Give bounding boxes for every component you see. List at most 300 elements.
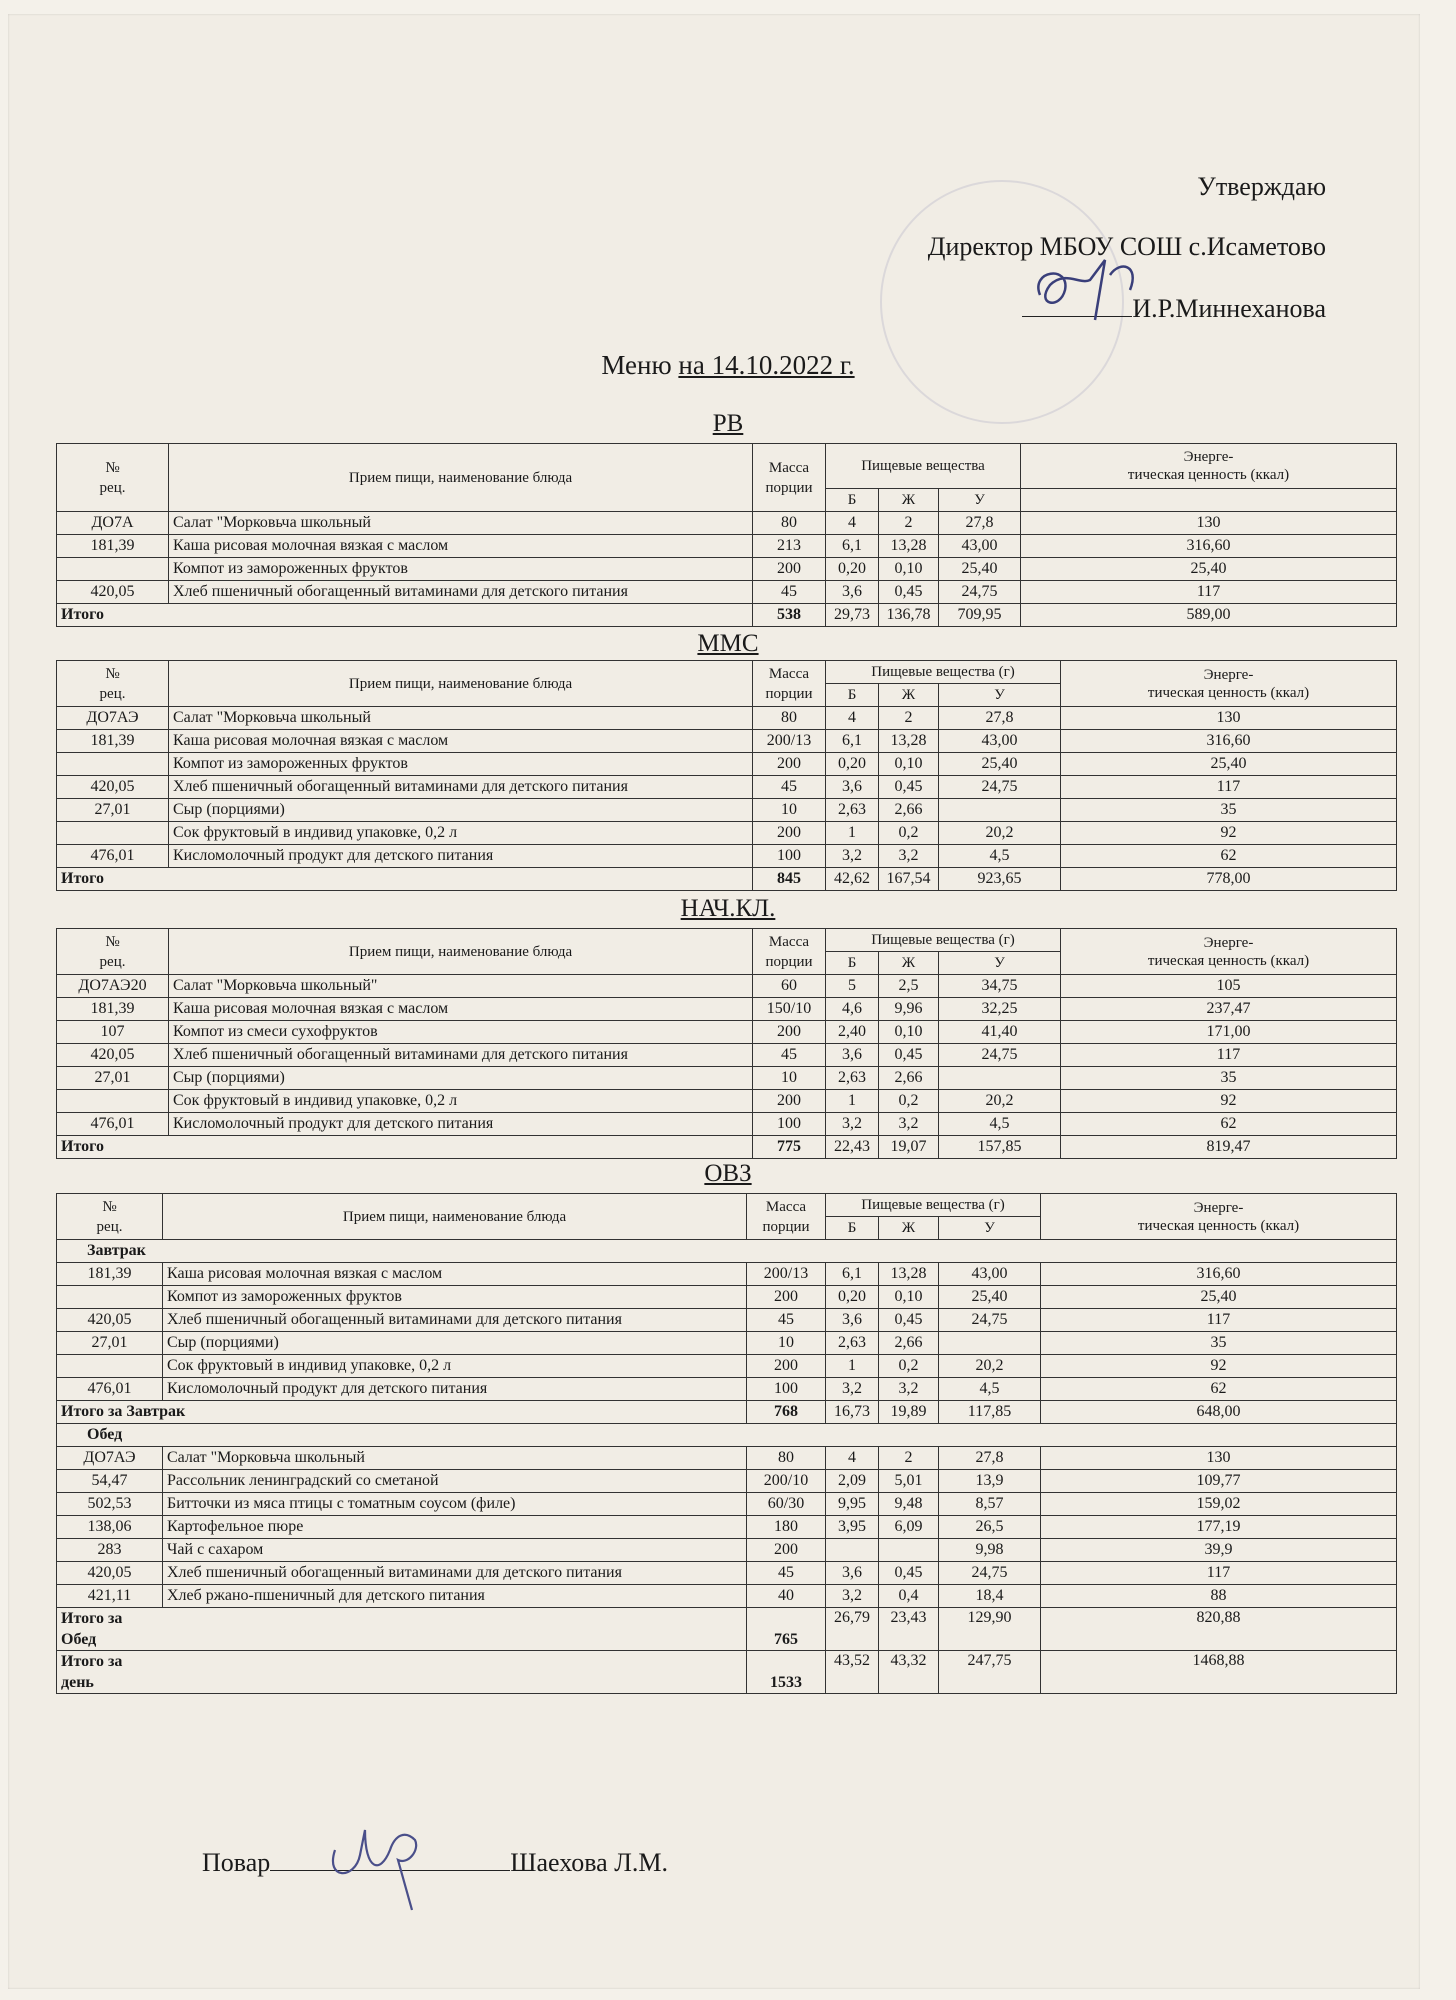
cell-b: 4 — [826, 512, 879, 535]
cell-dish: Компот из смеси сухофруктов — [169, 1021, 753, 1044]
cell-zh: 2,66 — [879, 799, 939, 822]
cell-b: 0,20 — [826, 558, 879, 581]
cell-energy: 237,47 — [1061, 998, 1397, 1021]
cell-energy: 159,02 — [1041, 1493, 1397, 1516]
cell-dish: Битточки из мяса птицы с томатным соусом (филе) — [163, 1493, 747, 1516]
col-energy-header: Энерге- тическая ценность (ккал) — [1061, 661, 1397, 707]
cell-rec: ДО7А — [57, 512, 169, 535]
table-row — [57, 1067, 1397, 1090]
section-title-mms: ММС — [697, 630, 759, 657]
cell-dish: Картофельное пюре — [163, 1516, 747, 1539]
col-u-header: У — [939, 952, 1061, 975]
table-row — [57, 822, 1397, 845]
cell-energy: 35 — [1061, 1067, 1397, 1090]
cell-b: 1 — [826, 1090, 879, 1113]
col-mass-header: Масса порции — [747, 1194, 826, 1240]
table-row — [57, 799, 1397, 822]
section-title-rv: РВ — [712, 410, 744, 437]
cell-rec — [57, 1355, 163, 1378]
table-row — [57, 1021, 1397, 1044]
cell-rec: 27,01 — [57, 1332, 163, 1355]
cell-dish: Кисломолочный продукт для детского питания — [163, 1378, 747, 1401]
cell-u: 43,00 — [939, 730, 1061, 753]
cell-dish: Компот из замороженных фруктов — [169, 558, 753, 581]
cell-energy: 316,60 — [1061, 730, 1397, 753]
cell-u: 4,5 — [939, 845, 1061, 868]
cell-energy: 35 — [1061, 799, 1397, 822]
cell-rec — [57, 753, 169, 776]
table-row — [57, 1493, 1397, 1516]
table-row — [57, 1309, 1397, 1332]
cell-mass: 213 — [753, 535, 826, 558]
cell-dish: Каша рисовая молочная вязкая с маслом — [163, 1263, 747, 1286]
title-date: на 14.10.2022 г. — [678, 350, 855, 380]
cell-u: 25,40 — [939, 1286, 1041, 1309]
cell-dish: Салат "Морковьча школьный — [169, 707, 753, 730]
table-row — [57, 1090, 1397, 1113]
cell-u: 24,75 — [939, 581, 1021, 604]
table-row — [57, 1470, 1397, 1493]
col-rec-header: № рец. — [57, 1194, 163, 1240]
cell-rec: 420,05 — [57, 581, 169, 604]
cell-dish: Кисломолочный продукт для детского питания — [169, 1113, 753, 1136]
table-row — [57, 998, 1397, 1021]
col-b-header: Б — [826, 952, 879, 975]
col-dish-header: Прием пищи, наименование блюда — [163, 1194, 747, 1240]
cell-u: 20,2 — [939, 1355, 1041, 1378]
cell-rec: 181,39 — [57, 535, 169, 558]
col-dish-header: Прием пищи, наименование блюда — [169, 929, 753, 975]
cell-zh: 0,45 — [879, 1562, 939, 1585]
cell-u: 27,8 — [939, 512, 1021, 535]
cell-mass: 80 — [753, 707, 826, 730]
col-zh-header: Ж — [879, 1217, 939, 1240]
cell-zh: 5,01 — [879, 1470, 939, 1493]
cell-energy: 177,19 — [1041, 1516, 1397, 1539]
cell-b: 0,20 — [826, 753, 879, 776]
cell-u: 20,2 — [939, 1090, 1061, 1113]
col-dish-header: Прием пищи, наименование блюда — [169, 444, 753, 512]
col-nutrients-header: Пищевые вещества (г) — [826, 661, 1061, 684]
cell-zh: 2 — [879, 512, 939, 535]
cell-mass: 45 — [753, 581, 826, 604]
cell-energy: 130 — [1041, 1447, 1397, 1470]
cell-energy: 316,60 — [1021, 535, 1397, 558]
cell-dish: Кисломолочный продукт для детского питания — [169, 845, 753, 868]
cell-mass: 180 — [747, 1516, 826, 1539]
col-zh-header: Ж — [879, 684, 939, 707]
cell-zh: 0,10 — [879, 1021, 939, 1044]
cell-mass: 45 — [747, 1562, 826, 1585]
col-u-header: У — [939, 1217, 1041, 1240]
cell-dish: Хлеб пшеничный обогащенный витаминами для детского питания — [169, 581, 753, 604]
table-row — [57, 1355, 1397, 1378]
table-row — [57, 1516, 1397, 1539]
cell-u — [939, 799, 1061, 822]
cell-dish: Каша рисовая молочная вязкая с маслом — [169, 535, 753, 558]
cell-zh: 13,28 — [879, 1263, 939, 1286]
cell-u: 24,75 — [939, 1044, 1061, 1067]
cell-u: 20,2 — [939, 822, 1061, 845]
col-rec-header: № рец. — [57, 929, 169, 975]
cell-b: 1 — [826, 822, 879, 845]
cell-mass: 45 — [747, 1309, 826, 1332]
cell-u: 26,5 — [939, 1516, 1041, 1539]
col-nutrients-header: Пищевые вещества (г) — [826, 1194, 1041, 1217]
cell-b: 2,63 — [826, 1332, 879, 1355]
cell-mass: 80 — [747, 1447, 826, 1470]
cell-mass: 200 — [747, 1539, 826, 1562]
col-mass-header: Масса порции — [753, 444, 826, 512]
cell-dish: Компот из замороженных фруктов — [163, 1286, 747, 1309]
cell-energy: 105 — [1061, 975, 1397, 998]
cell-zh: 13,28 — [879, 730, 939, 753]
table-row-total: Итого 845 42,62 167,54 923,65 778,00 — [57, 868, 1397, 891]
cell-u: 24,75 — [939, 1562, 1041, 1585]
cell-rec: 476,01 — [57, 1113, 169, 1136]
cell-b: 6,1 — [826, 1263, 879, 1286]
cell-b: 5 — [826, 975, 879, 998]
cell-rec: 283 — [57, 1539, 163, 1562]
col-dish-header: Прием пищи, наименование блюда — [169, 661, 753, 707]
cell-zh: 0,2 — [879, 1355, 939, 1378]
table-row — [57, 535, 1397, 558]
cell-energy: 62 — [1061, 845, 1397, 868]
table-row — [57, 730, 1397, 753]
cell-dish: Рассольник ленинградский со сметаной — [163, 1470, 747, 1493]
cell-rec: 181,39 — [57, 1263, 163, 1286]
cell-rec: 420,05 — [57, 1044, 169, 1067]
cell-u: 24,75 — [939, 776, 1061, 799]
cell-mass: 45 — [753, 776, 826, 799]
cell-mass: 100 — [753, 1113, 826, 1136]
cell-zh: 0,45 — [879, 581, 939, 604]
section-title-nachkl: НАЧ.КЛ. — [680, 895, 776, 922]
cell-mass: 60 — [753, 975, 826, 998]
cell-u — [939, 1332, 1041, 1355]
approve-label: Утверждаю — [1197, 172, 1326, 201]
cell-energy: 39,9 — [1041, 1539, 1397, 1562]
section-title-ovz: ОВЗ — [704, 1160, 752, 1187]
meal-label-lunch: Обед — [57, 1424, 1397, 1447]
table-row-day-total: Итого за день 1533 43,52 43,32 247,75 1468,88 — [57, 1651, 1397, 1694]
col-zh-header: Ж — [879, 952, 939, 975]
table-row — [57, 1286, 1397, 1309]
cell-dish: Каша рисовая молочная вязкая с маслом — [169, 730, 753, 753]
cell-energy: 92 — [1061, 822, 1397, 845]
cell-dish: Хлеб пшеничный обогащенный витаминами для детского питания — [163, 1562, 747, 1585]
cell-u: 4,5 — [939, 1378, 1041, 1401]
cell-b: 3,6 — [826, 1562, 879, 1585]
cell-zh: 13,28 — [879, 535, 939, 558]
cell-zh: 0,10 — [879, 558, 939, 581]
cook-label: Повар — [202, 1848, 271, 1877]
cell-energy: 109,77 — [1041, 1470, 1397, 1493]
cell-dish: Сок фруктовый в индивид упаковке, 0,2 л — [169, 1090, 753, 1113]
cell-u: 43,00 — [939, 1263, 1041, 1286]
table-row — [57, 776, 1397, 799]
title-prefix: Меню — [601, 350, 679, 380]
cell-rec: 502,53 — [57, 1493, 163, 1516]
cell-zh: 2,66 — [879, 1067, 939, 1090]
table-mms — [56, 660, 1397, 891]
cell-b: 3,6 — [826, 1309, 879, 1332]
cell-dish: Чай с сахаром — [163, 1539, 747, 1562]
cell-u: 43,00 — [939, 535, 1021, 558]
col-b-header: Б — [826, 1217, 879, 1240]
cell-rec: 27,01 — [57, 799, 169, 822]
cell-zh: 6,09 — [879, 1516, 939, 1539]
col-rec-header: № рец. — [57, 661, 169, 707]
cell-b — [826, 1539, 879, 1562]
cell-rec: ДО7АЭ20 — [57, 975, 169, 998]
cell-zh: 2 — [879, 707, 939, 730]
cell-b: 3,2 — [826, 845, 879, 868]
cell-rec — [57, 822, 169, 845]
table-ovz — [56, 1193, 1397, 1694]
cell-energy: 88 — [1041, 1585, 1397, 1608]
cook-name: Шаехова Л.М. — [510, 1848, 668, 1877]
cell-u: 13,9 — [939, 1470, 1041, 1493]
cell-mass: 200 — [753, 753, 826, 776]
cell-energy: 25,40 — [1061, 753, 1397, 776]
table-row-total: Итого 538 29,73 136,78 709,95 589,00 — [57, 604, 1397, 627]
cell-zh: 0,2 — [879, 822, 939, 845]
cell-u: 8,57 — [939, 1493, 1041, 1516]
cell-u: 9,98 — [939, 1539, 1041, 1562]
cell-rec: ДО7АЭ — [57, 707, 169, 730]
col-b-header: Б — [826, 684, 879, 707]
cook-signature-icon — [320, 1810, 460, 1920]
cell-b: 6,1 — [826, 535, 879, 558]
cell-energy: 25,40 — [1041, 1286, 1397, 1309]
cell-zh: 0,10 — [879, 1286, 939, 1309]
cell-rec: 181,39 — [57, 730, 169, 753]
cell-zh: 0,10 — [879, 753, 939, 776]
table-row-total: Итого за Завтрак 768 16,73 19,89 117,85 648,00 — [57, 1401, 1397, 1424]
cell-energy: 35 — [1041, 1332, 1397, 1355]
cell-zh: 2,66 — [879, 1332, 939, 1355]
cell-mass: 60/30 — [747, 1493, 826, 1516]
table-row-lunch-total: Итого за Обед 765 26,79 23,43 129,90 820,88 — [57, 1608, 1397, 1651]
cell-mass: 200 — [753, 558, 826, 581]
col-mass-header: Масса порции — [753, 929, 826, 975]
table-row — [57, 1113, 1397, 1136]
cell-zh — [879, 1539, 939, 1562]
cell-b: 3,6 — [826, 581, 879, 604]
cell-zh: 9,48 — [879, 1493, 939, 1516]
cell-dish: Сок фруктовый в индивид упаковке, 0,2 л — [163, 1355, 747, 1378]
cell-rec: 138,06 — [57, 1516, 163, 1539]
director-signature-icon — [1020, 250, 1180, 330]
table-row — [57, 512, 1397, 535]
cell-dish: Салат "Морковьча школьный" — [169, 975, 753, 998]
cell-zh: 9,96 — [879, 998, 939, 1021]
cell-b: 2,40 — [826, 1021, 879, 1044]
cell-dish: Салат "Морковьча школьный — [169, 512, 753, 535]
col-nutrients-header: Пищевые вещества — [826, 444, 1021, 489]
cell-u: 41,40 — [939, 1021, 1061, 1044]
cell-b: 3,2 — [826, 1378, 879, 1401]
cell-u: 25,40 — [939, 753, 1061, 776]
cell-dish: Салат "Морковьча школьный — [163, 1447, 747, 1470]
table-row — [57, 558, 1397, 581]
col-u-header: У — [939, 489, 1021, 512]
cell-mass: 100 — [747, 1378, 826, 1401]
cell-b: 4 — [826, 1447, 879, 1470]
cell-zh: 0,45 — [879, 1309, 939, 1332]
table-row — [57, 1332, 1397, 1355]
cell-zh: 0,45 — [879, 1044, 939, 1067]
table-row — [57, 1562, 1397, 1585]
cell-dish: Хлеб пшеничный обогащенный витаминами для детского питания — [169, 1044, 753, 1067]
cell-u: 32,25 — [939, 998, 1061, 1021]
cell-dish: Компот из замороженных фруктов — [169, 753, 753, 776]
cell-b: 3,2 — [826, 1113, 879, 1136]
col-u-header: У — [939, 684, 1061, 707]
cell-rec: 107 — [57, 1021, 169, 1044]
cell-rec: 420,05 — [57, 1309, 163, 1332]
cell-zh: 0,45 — [879, 776, 939, 799]
table-rv — [56, 443, 1397, 627]
cell-dish: Сыр (порциями) — [163, 1332, 747, 1355]
table-row — [57, 1044, 1397, 1067]
cell-zh: 3,2 — [879, 1378, 939, 1401]
cell-u — [939, 1067, 1061, 1090]
cell-energy: 117 — [1041, 1309, 1397, 1332]
cell-b: 9,95 — [826, 1493, 879, 1516]
cell-rec: 54,47 — [57, 1470, 163, 1493]
cell-dish: Сыр (порциями) — [169, 799, 753, 822]
cell-mass: 10 — [753, 799, 826, 822]
cell-zh: 0,4 — [879, 1585, 939, 1608]
cell-energy: 62 — [1041, 1378, 1397, 1401]
col-energy-header: Энерге- тическая ценность (ккал) — [1041, 1194, 1397, 1240]
page-title — [0, 350, 1456, 381]
col-mass-header: Масса порции — [753, 661, 826, 707]
cell-dish: Сыр (порциями) — [169, 1067, 753, 1090]
director-title: Директор МБОУ СОШ с.Исаметово — [927, 232, 1326, 261]
cell-rec — [57, 1090, 169, 1113]
cell-energy: 117 — [1061, 776, 1397, 799]
cell-mass: 150/10 — [753, 998, 826, 1021]
meal-label-breakfast: Завтрак — [57, 1240, 1397, 1263]
cell-energy: 62 — [1061, 1113, 1397, 1136]
col-energy-header: Энерге- тическая ценность (ккал) — [1061, 929, 1397, 975]
table-row — [57, 1378, 1397, 1401]
table-row — [57, 1539, 1397, 1562]
cell-rec: 476,01 — [57, 1378, 163, 1401]
cell-mass: 45 — [753, 1044, 826, 1067]
cell-mass: 200/13 — [753, 730, 826, 753]
cell-energy: 92 — [1061, 1090, 1397, 1113]
cell-dish: Каша рисовая молочная вязкая с маслом — [169, 998, 753, 1021]
cell-b: 2,09 — [826, 1470, 879, 1493]
cell-b: 3,6 — [826, 776, 879, 799]
table-row — [57, 707, 1397, 730]
table-row-total: Итого 775 22,43 19,07 157,85 819,47 — [57, 1136, 1397, 1159]
cell-zh: 3,2 — [879, 1113, 939, 1136]
table-row — [57, 845, 1397, 868]
cell-dish: Хлеб пшеничный обогащенный витаминами для детского питания — [163, 1309, 747, 1332]
cell-u: 27,8 — [939, 1447, 1041, 1470]
cell-u: 34,75 — [939, 975, 1061, 998]
cell-mass: 200 — [753, 1090, 826, 1113]
cell-energy: 171,00 — [1061, 1021, 1397, 1044]
cell-zh: 2 — [879, 1447, 939, 1470]
table-row — [57, 581, 1397, 604]
table-row — [57, 975, 1397, 998]
cell-zh: 3,2 — [879, 845, 939, 868]
cell-energy: 130 — [1061, 707, 1397, 730]
cell-mass: 10 — [753, 1067, 826, 1090]
cell-b: 2,63 — [826, 799, 879, 822]
cell-rec: 181,39 — [57, 998, 169, 1021]
cell-energy: 92 — [1041, 1355, 1397, 1378]
cell-b: 0,20 — [826, 1286, 879, 1309]
cell-mass: 200 — [753, 1021, 826, 1044]
cell-dish: Хлеб ржано-пшеничный для детского питания — [163, 1585, 747, 1608]
cell-dish: Хлеб пшеничный обогащенный витаминами для детского питания — [169, 776, 753, 799]
cell-b: 4 — [826, 707, 879, 730]
cell-mass: 100 — [753, 845, 826, 868]
col-nutrients-header: Пищевые вещества (г) — [826, 929, 1061, 952]
cell-mass: 40 — [747, 1585, 826, 1608]
cell-zh: 0,2 — [879, 1090, 939, 1113]
cell-rec: 27,01 — [57, 1067, 169, 1090]
cell-mass: 10 — [747, 1332, 826, 1355]
cell-rec — [57, 1286, 163, 1309]
table-nachkl — [56, 928, 1397, 1159]
cell-mass: 200 — [747, 1286, 826, 1309]
table-row — [57, 753, 1397, 776]
cell-mass: 200/10 — [747, 1470, 826, 1493]
cell-b: 2,63 — [826, 1067, 879, 1090]
cell-b: 1 — [826, 1355, 879, 1378]
cell-dish: Сок фруктовый в индивид упаковке, 0,2 л — [169, 822, 753, 845]
cell-u: 4,5 — [939, 1113, 1061, 1136]
table-row — [57, 1585, 1397, 1608]
director-name: И.Р.Миннеханова — [1132, 294, 1326, 323]
cell-u: 25,40 — [939, 558, 1021, 581]
cell-u: 27,8 — [939, 707, 1061, 730]
cell-rec: 420,05 — [57, 776, 169, 799]
cell-rec: 421,11 — [57, 1585, 163, 1608]
cell-b: 3,2 — [826, 1585, 879, 1608]
col-zh-header: Ж — [879, 489, 939, 512]
cell-zh: 2,5 — [879, 975, 939, 998]
col-b-header: Б — [826, 489, 879, 512]
cell-b: 6,1 — [826, 730, 879, 753]
cell-mass: 80 — [753, 512, 826, 535]
cell-u: 18,4 — [939, 1585, 1041, 1608]
cell-energy: 117 — [1041, 1562, 1397, 1585]
cell-mass: 200 — [753, 822, 826, 845]
cell-energy: 130 — [1021, 512, 1397, 535]
cell-energy: 117 — [1061, 1044, 1397, 1067]
col-rec-header: № рец. — [57, 444, 169, 512]
cell-energy: 117 — [1021, 581, 1397, 604]
cell-mass: 200 — [747, 1355, 826, 1378]
cell-rec: ДО7АЭ — [57, 1447, 163, 1470]
table-row — [57, 1447, 1397, 1470]
cell-rec — [57, 558, 169, 581]
cell-u: 24,75 — [939, 1309, 1041, 1332]
cell-rec: 476,01 — [57, 845, 169, 868]
cell-energy: 25,40 — [1021, 558, 1397, 581]
cell-energy: 316,60 — [1041, 1263, 1397, 1286]
cell-b: 4,6 — [826, 998, 879, 1021]
